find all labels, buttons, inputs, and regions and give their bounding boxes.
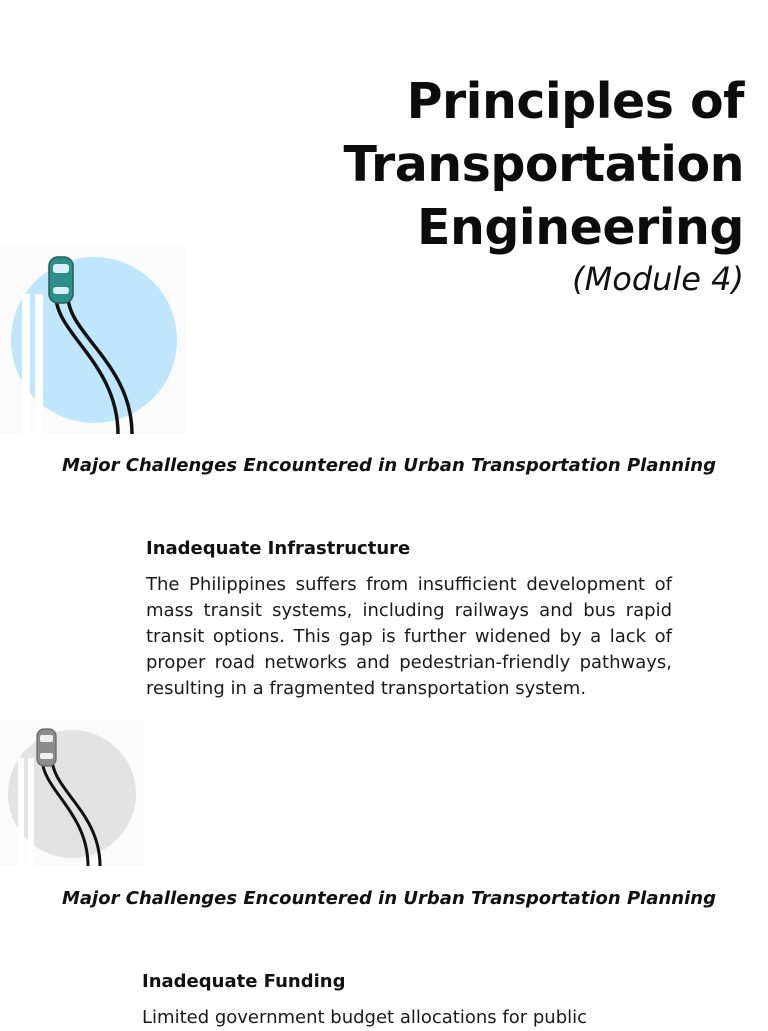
road-car-illustration-gray [0, 720, 144, 866]
road-car-illustration [0, 244, 186, 434]
section-heading-2: Major Challenges Encountered in Urban Transportation Planning [62, 888, 716, 909]
paragraph-funding: Limited government budget allocations for public [142, 1007, 588, 1028]
section-heading-1: Major Challenges Encountered in Urban Transportation Planning [62, 455, 716, 476]
title-block [344, 70, 744, 299]
paragraph-infrastructure: The Philippines suffers from insufficient development of mass transit systems, including railways and bus rapid transit options. This gap is further widened by a lack of proper road networks and pedestrian-friendly pathways, resulting in a fragmented transportation system. [146, 574, 672, 699]
title-line-3: Engineering [417, 199, 744, 256]
car-icon-gray [37, 729, 56, 766]
gray-circle-shape [8, 730, 136, 858]
module-subtitle: (Module 4) [572, 260, 744, 298]
subheading-inadequate-funding: Inadequate Funding [142, 971, 346, 992]
car-icon [49, 257, 73, 303]
title-line-1: Principles of [406, 73, 744, 130]
subheading-inadequate-infrastructure: Inadequate Infrastructure [146, 538, 411, 559]
title-line-2: Transportation [343, 136, 744, 193]
